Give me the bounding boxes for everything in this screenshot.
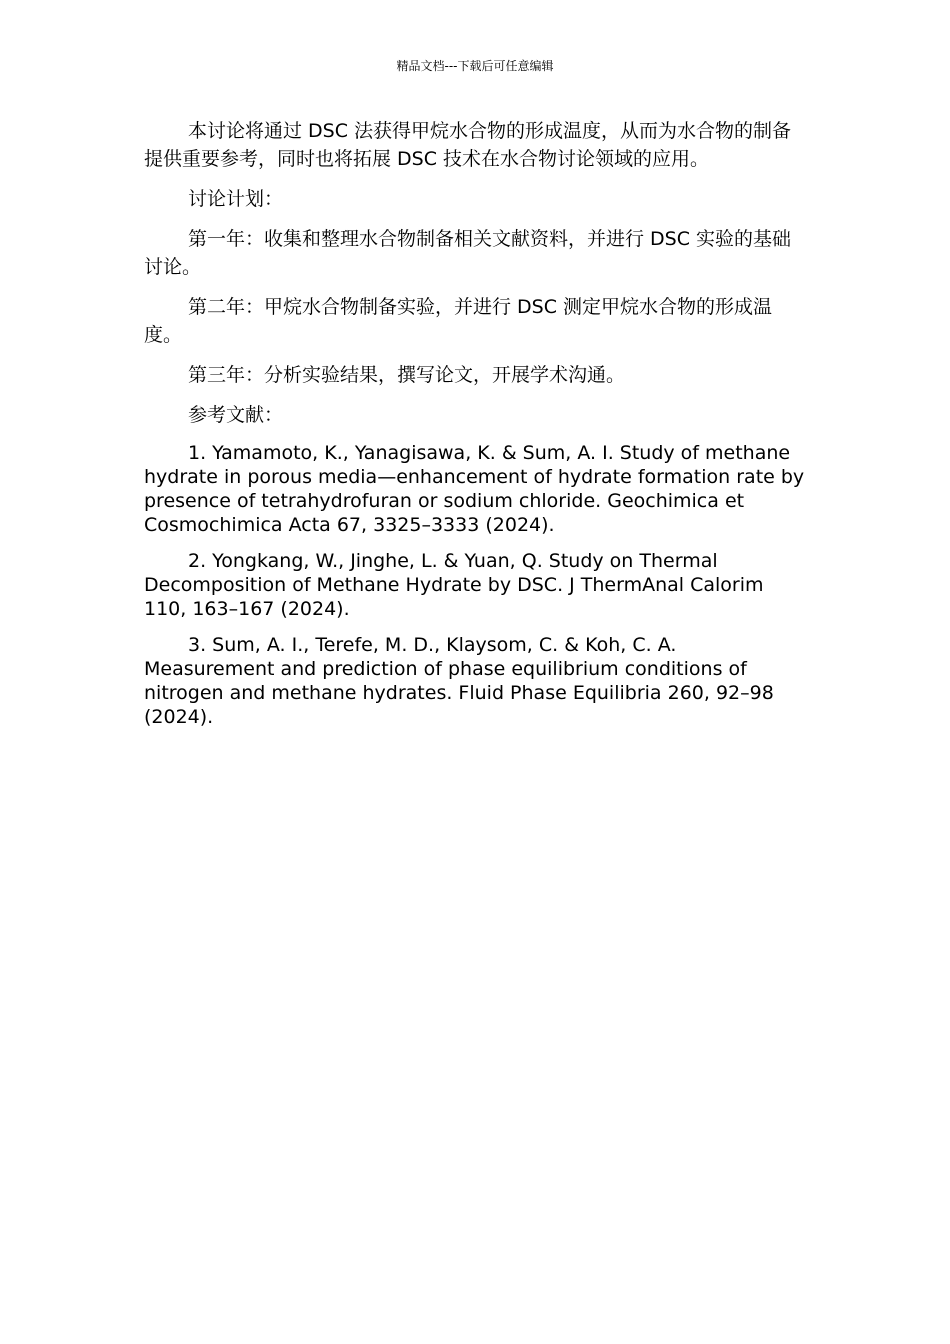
- plan-heading: 讨论计划：: [188, 188, 284, 210]
- reference-item-1: 1. Yamamoto, K., Yanagisawa, K. & Sum, A. I. Study of methane hydrate in porous media—enhancement of hydrate formation rate by presence of tetrahydrofuran or sodium chloride. Geochimica et Cosmochimica Acta 67, 3325–3333 (2024).: [144, 442, 805, 536]
- intro-paragraph: 本讨论将通过 DSC 法获得甲烷水合物的形成温度，从而为水合物的制备提供重要参考，同时也将拓展 DSC 技术在水合物讨论领域的应用。: [144, 120, 792, 170]
- plan-item-year-2: 第二年：甲烷水合物制备实验，并进行 DSC 测定甲烷水合物的形成温度。: [144, 296, 773, 346]
- page-header: 精品文档---下载后可任意编辑: [396, 59, 554, 73]
- reference-item-3: 3. Sum, A. I., Terefe, M. D., Klaysom, C. & Koh, C. A. Measurement and prediction of phase equilibrium conditions of nitrogen and methane hydrates. Fluid Phase Equilibria 260, 92–98 (2024).: [144, 634, 774, 728]
- document-body: [144, 117, 806, 741]
- references-heading: 参考文献：: [188, 404, 284, 426]
- plan-item-year-1: 第一年：收集和整理水合物制备相关文献资料，并进行 DSC 实验的基础讨论。: [144, 228, 792, 278]
- plan-item-year-3: 第三年：分析实验结果，撰写论文，开展学术沟通。: [188, 364, 626, 386]
- reference-item-2: 2. Yongkang, W., Jinghe, L. & Yuan, Q. Study on Thermal Decomposition of Methane Hydrate by DSC. J ThermAnal Calorim 110, 163–167 (2024).: [144, 550, 764, 620]
